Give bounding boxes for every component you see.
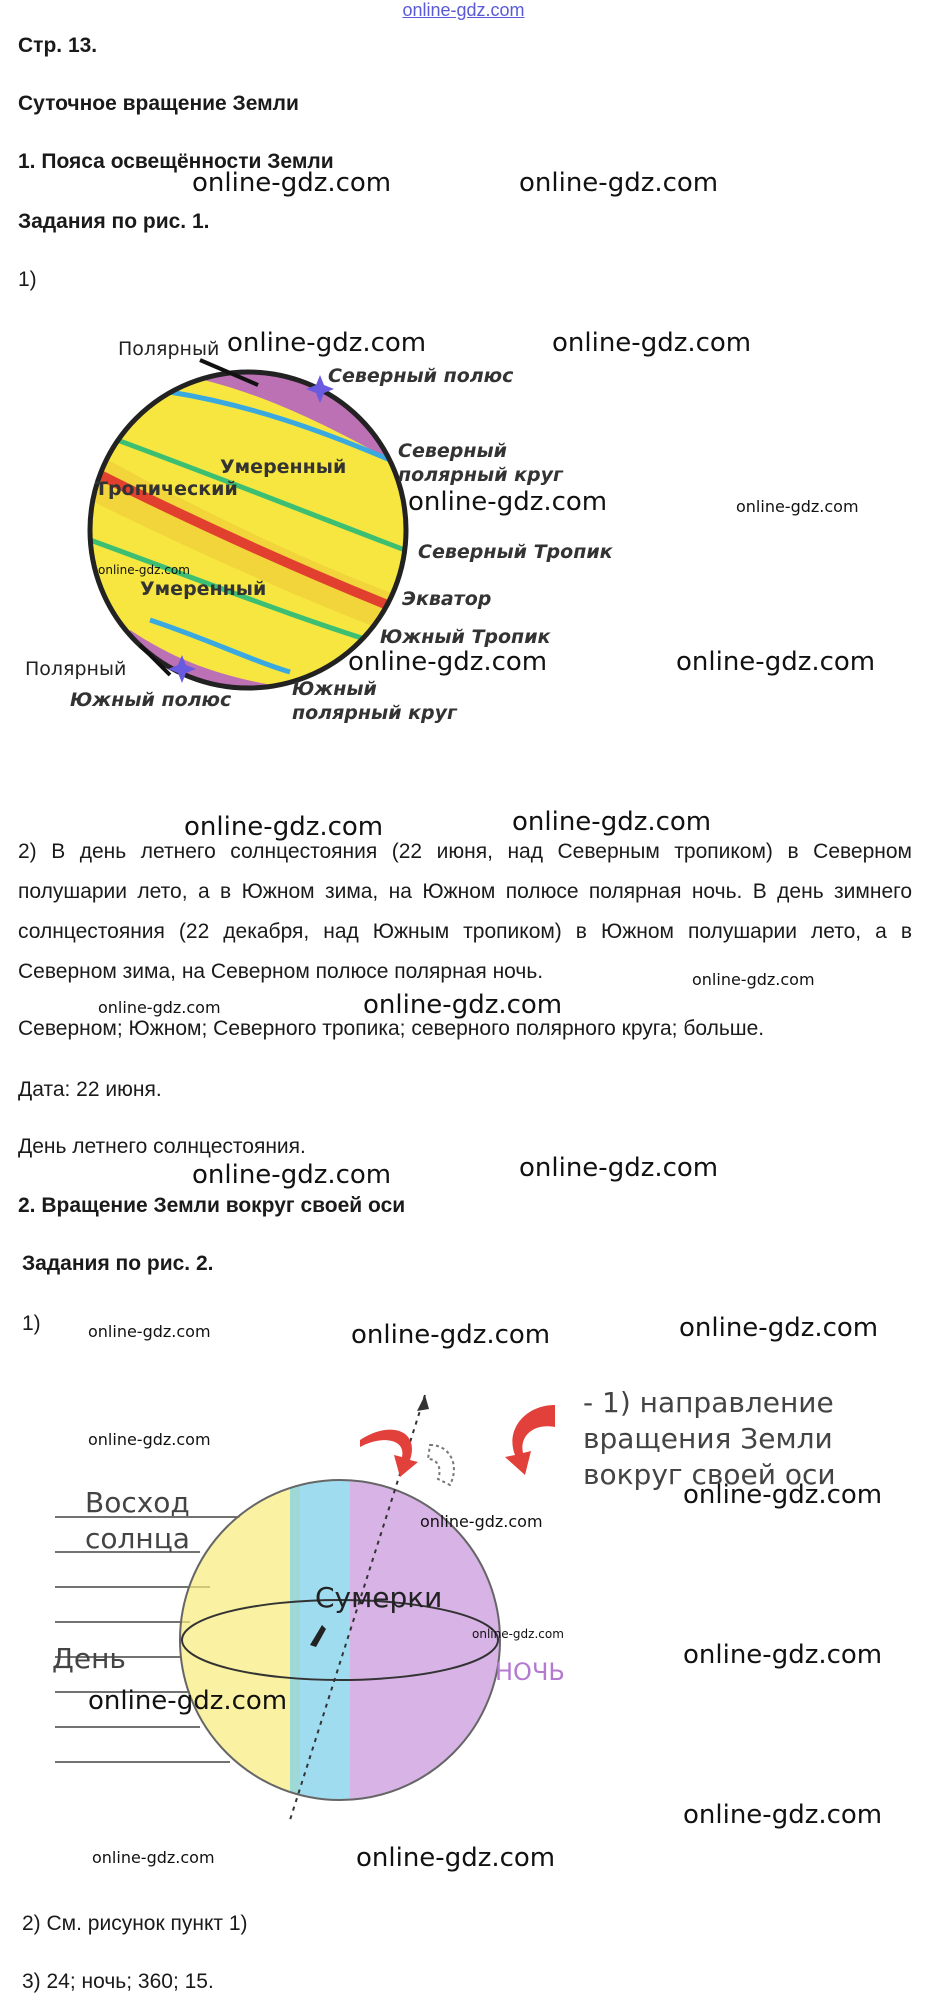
section1-date: Дата: 22 июня.: [18, 1078, 162, 1101]
label-south-tropic: Южный Тропик: [380, 626, 551, 648]
label-sunrise-1: Восход: [85, 1486, 190, 1519]
section2-item1: 1): [22, 1312, 41, 1335]
watermark: online-gdz.com: [92, 1848, 215, 1867]
section2-heading: 2. Вращение Земли вокруг своей оси: [18, 1194, 406, 1217]
label-arctic-circle-2: полярный круг: [398, 464, 563, 486]
label-antarctic-circle-2: полярный круг: [292, 702, 457, 724]
watermark: online-gdz.com: [676, 647, 876, 677]
label-north-tropic: Северный Тропик: [418, 541, 613, 563]
legend-line-3: вокруг своей оси: [583, 1458, 836, 1491]
label-antarctic-circle-1: Южный: [292, 678, 377, 700]
section2-tasks-heading: Задания по рис. 2.: [22, 1252, 214, 1275]
watermark: online-gdz.com: [88, 1322, 211, 1341]
label-twilight: Сумерки: [315, 1581, 443, 1614]
top-watermark-link[interactable]: online-gdz.com: [402, 0, 525, 20]
label-tropical: Тропический: [95, 478, 238, 500]
legend-line-1: - 1) направление: [583, 1386, 834, 1419]
watermark: online-gdz.com: [683, 1480, 883, 1510]
label-polar-south: Полярный: [25, 658, 127, 680]
watermark: online-gdz.com: [192, 1160, 392, 1190]
label-sunrise-2: солнца: [85, 1522, 190, 1555]
page-title: Суточное вращение Земли: [18, 92, 299, 115]
label-night: НОЧЬ: [495, 1658, 565, 1686]
label-temperate-south: Умеренный: [140, 578, 267, 600]
legend-rotation-arrow-icon: [505, 1405, 555, 1475]
section2-item2: 2) См. рисунок пункт 1): [22, 1912, 248, 1935]
section1-tasks-heading: Задания по рис. 1.: [18, 210, 210, 233]
section1-item1: 1): [18, 268, 37, 291]
watermark: online-gdz.com: [348, 647, 548, 677]
watermark: online-gdz.com: [519, 1153, 719, 1183]
watermark: online-gdz.com: [363, 990, 563, 1020]
watermark: online-gdz.com: [683, 1800, 883, 1830]
legend-line-2: вращения Земли: [583, 1422, 833, 1455]
section2-item3: 3) 24; ночь; 360; 15.: [22, 1970, 214, 1993]
watermark: online-gdz.com: [472, 1627, 564, 1641]
watermark: online-gdz.com: [88, 1430, 211, 1449]
axis-arrowhead-icon: [417, 1395, 429, 1411]
watermark: online-gdz.com: [736, 497, 859, 516]
label-polar-north: Полярный: [118, 338, 220, 360]
watermark: online-gdz.com: [184, 812, 384, 842]
watermark: online-gdz.com: [692, 970, 815, 989]
section1-answers: Северном; Южном; Северного тропика; северного полярного круга; больше.: [18, 1017, 765, 1040]
watermark: online-gdz.com: [192, 168, 392, 198]
watermark: online-gdz.com: [420, 1512, 543, 1531]
watermark: online-gdz.com: [519, 168, 719, 198]
twilight-band: [290, 1470, 350, 1810]
label-north-pole: Северный полюс: [328, 365, 514, 387]
label-arctic-circle-1: Северный: [398, 440, 507, 462]
watermark: online-gdz.com: [88, 1686, 288, 1716]
watermark: online-gdz.com: [552, 328, 752, 358]
label-south-pole: Южный полюс: [70, 689, 232, 711]
rotation-arrow-icon: [360, 1430, 418, 1477]
page-label: Стр. 13.: [18, 34, 98, 57]
watermark: online-gdz.com: [98, 998, 221, 1017]
illumination-belts-figure: [0, 320, 927, 740]
watermark: online-gdz.com: [683, 1640, 883, 1670]
watermark: online-gdz.com: [512, 807, 712, 837]
watermark: online-gdz.com: [679, 1313, 879, 1343]
watermark: online-gdz.com: [98, 563, 190, 577]
section1-heading: 1. Пояса освещённости Земли: [18, 150, 334, 173]
section1-item2: 2) В день летнего солнцестояния (22 июня, над Северным тропиком) в Северном полушарии лето, а в Южном зима, на Южном полюсе полярная ночь. В день зимнего солнцестояния (22 декабря, над Южным тропиком) в Южном полушарии лето, а в Северном зима, на Северном полюсе полярная ночь.: [18, 840, 912, 983]
watermark: online-gdz.com: [351, 1320, 551, 1350]
watermark: online-gdz.com: [227, 328, 427, 358]
watermark: online-gdz.com: [356, 1843, 556, 1873]
label-day: День: [52, 1642, 126, 1675]
watermark: online-gdz.com: [408, 487, 608, 517]
day-side: [170, 1470, 300, 1810]
section1-day-name: День летнего солнцестояния.: [18, 1135, 306, 1158]
rotation-arrow-outline-icon: [428, 1445, 454, 1485]
label-temperate-north: Умеренный: [220, 456, 347, 478]
label-equator: Экватор: [402, 588, 492, 610]
